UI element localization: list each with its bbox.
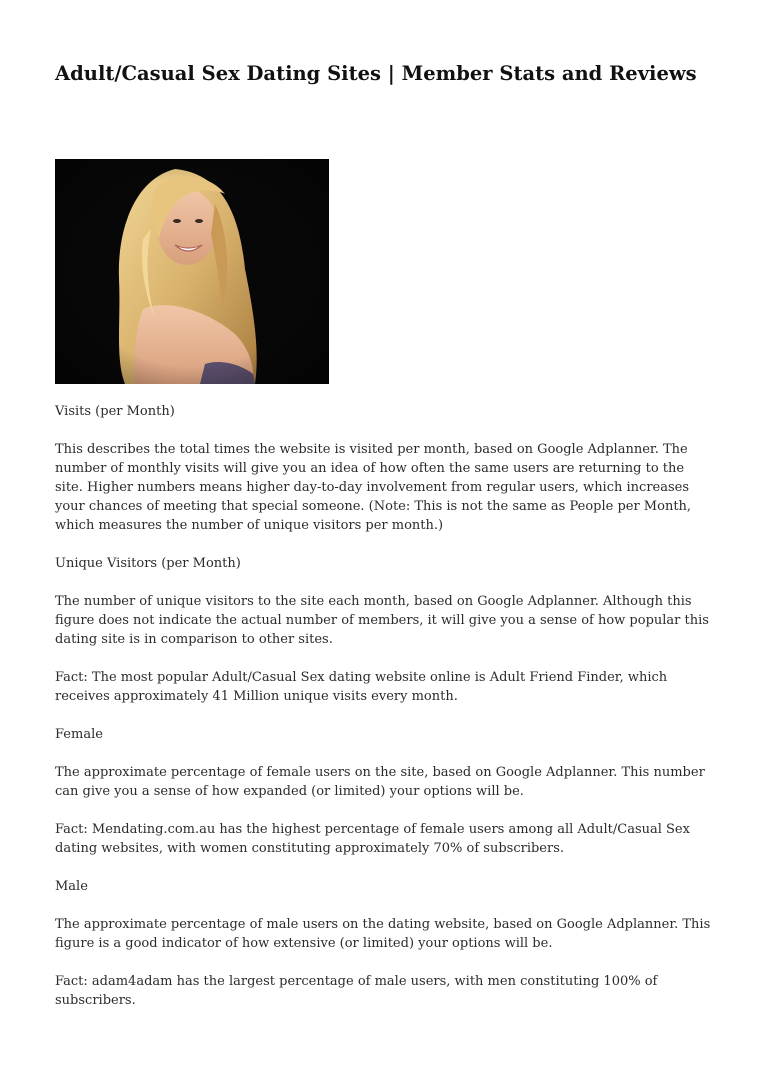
paragraph-male-fact: Fact: adam4adam has the largest percentage of male users, with men constituting 100% of subscribers. xyxy=(55,974,658,1008)
paragraph-female-description: The approximate percentage of female users on the site, based on Google Adplanner. This number can give you a sense of how expanded (or limited) your options will be. xyxy=(55,765,705,799)
article-body xyxy=(55,402,715,1029)
section-heading-unique-visitors: Unique Visitors (per Month) xyxy=(55,556,241,571)
paragraph-unique-visitors-fact: Fact: The most popular Adult/Casual Sex dating website online is Adult Friend Finder, which receives approximately 41 Million unique visits every month. xyxy=(55,670,668,704)
paragraph-female-fact: Fact: Mendating.com.au has the highest percentage of female users among all Adult/Casual Sex dating websites, with women constituting approximately 70% of subscribers. xyxy=(55,822,690,856)
paragraph-male-description: The approximate percentage of male users on the dating website, based on Google Adplanner. This figure is a good indicator of how extensive (or limited) your options will be. xyxy=(55,917,711,951)
section-heading-male: Male xyxy=(55,879,88,894)
page-title: Adult/Casual Sex Dating Sites | Member Stats and Reviews xyxy=(55,62,697,85)
section-heading-visits: Visits (per Month) xyxy=(55,404,175,419)
portrait-illustration xyxy=(55,159,329,384)
paragraph-visits-description: This describes the total times the website is visited per month, based on Google Adplanner. The number of monthly visits will give you an idea of how often the same users are returning to the site. Higher numbers means higher day-to-day involvement from regular users, which increases your chances of meeting that special someone. (Note: This is not the same as People per Month, which measures the number of unique visitors per month.) xyxy=(55,442,692,533)
paragraph-unique-visitors-description: The number of unique visitors to the site each month, based on Google Adplanner. Although this figure does not indicate the actual number of members, it will give you a sense of how popular this dating site is in comparison to other sites. xyxy=(55,594,709,647)
portrait-photo xyxy=(55,159,329,384)
section-heading-female: Female xyxy=(55,727,103,742)
